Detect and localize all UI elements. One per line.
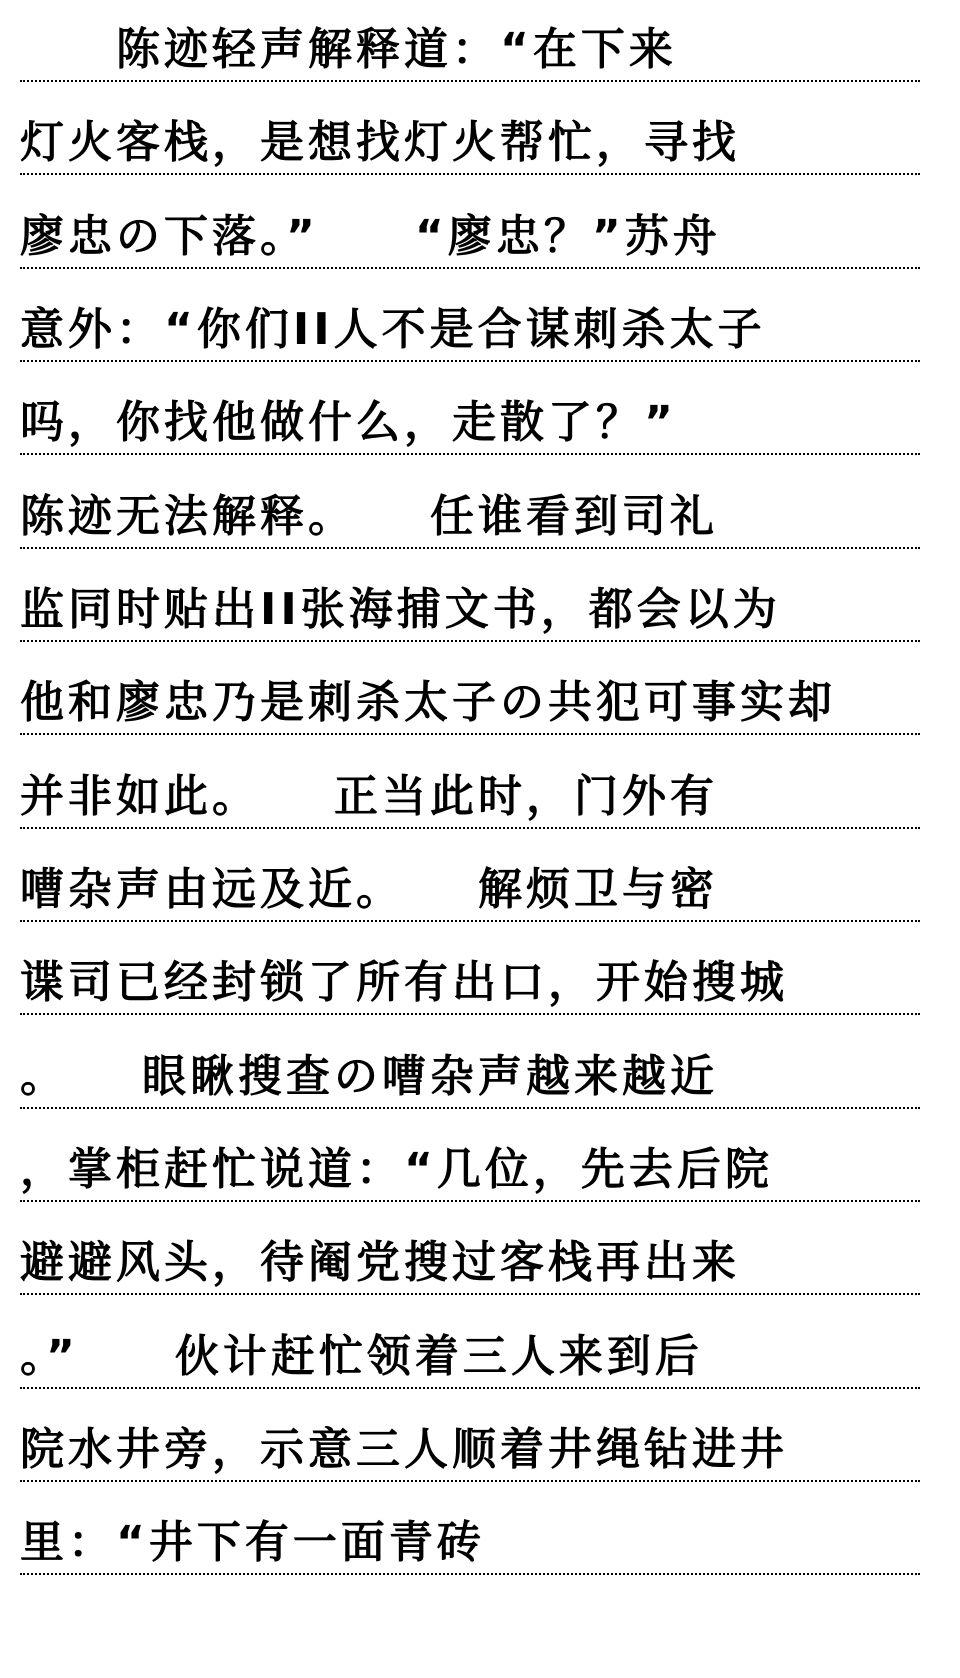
- text-line: 里：“井下有一面青砖: [20, 1513, 920, 1575]
- text-line: 灯火客栈，是想找灯火帮忙，寻找: [20, 113, 920, 175]
- text-line: 监同时贴出II张海捕文书，都会以为: [20, 580, 920, 642]
- text-line: 嘈杂声由远及近。 解烦卫与密: [20, 860, 920, 922]
- text-line: 意外：“你们II人不是合谋刺杀太子: [20, 300, 920, 362]
- text-line: 廖忠の下落。” “廖忠？”苏舟: [20, 207, 920, 269]
- text-line: 避避风头，待阉党搜过客栈再出来: [20, 1233, 920, 1295]
- text-line: 院水井旁，示意三人顺着井绳钻进井: [20, 1420, 920, 1482]
- text-line: 陈迹轻声解释道：“在下来: [20, 20, 920, 82]
- text-line: 他和廖忠乃是刺杀太子の共犯可事实却: [20, 673, 920, 735]
- text-line: 陈迹无法解释。 任谁看到司礼: [20, 487, 920, 549]
- text-line: 并非如此。 正当此时，门外有: [20, 767, 920, 829]
- text-line: 谍司已经封锁了所有出口，开始搜城: [20, 953, 920, 1015]
- text-line: 吗，你找他做什么，走散了？”: [20, 393, 920, 455]
- text-line: 。” 伙计赶忙领着三人来到后: [20, 1327, 920, 1389]
- text-line: 。 眼瞅搜查の嘈杂声越来越近: [20, 1047, 920, 1109]
- text-line: ，掌柜赶忙说道：“几位，先去后院: [20, 1140, 920, 1202]
